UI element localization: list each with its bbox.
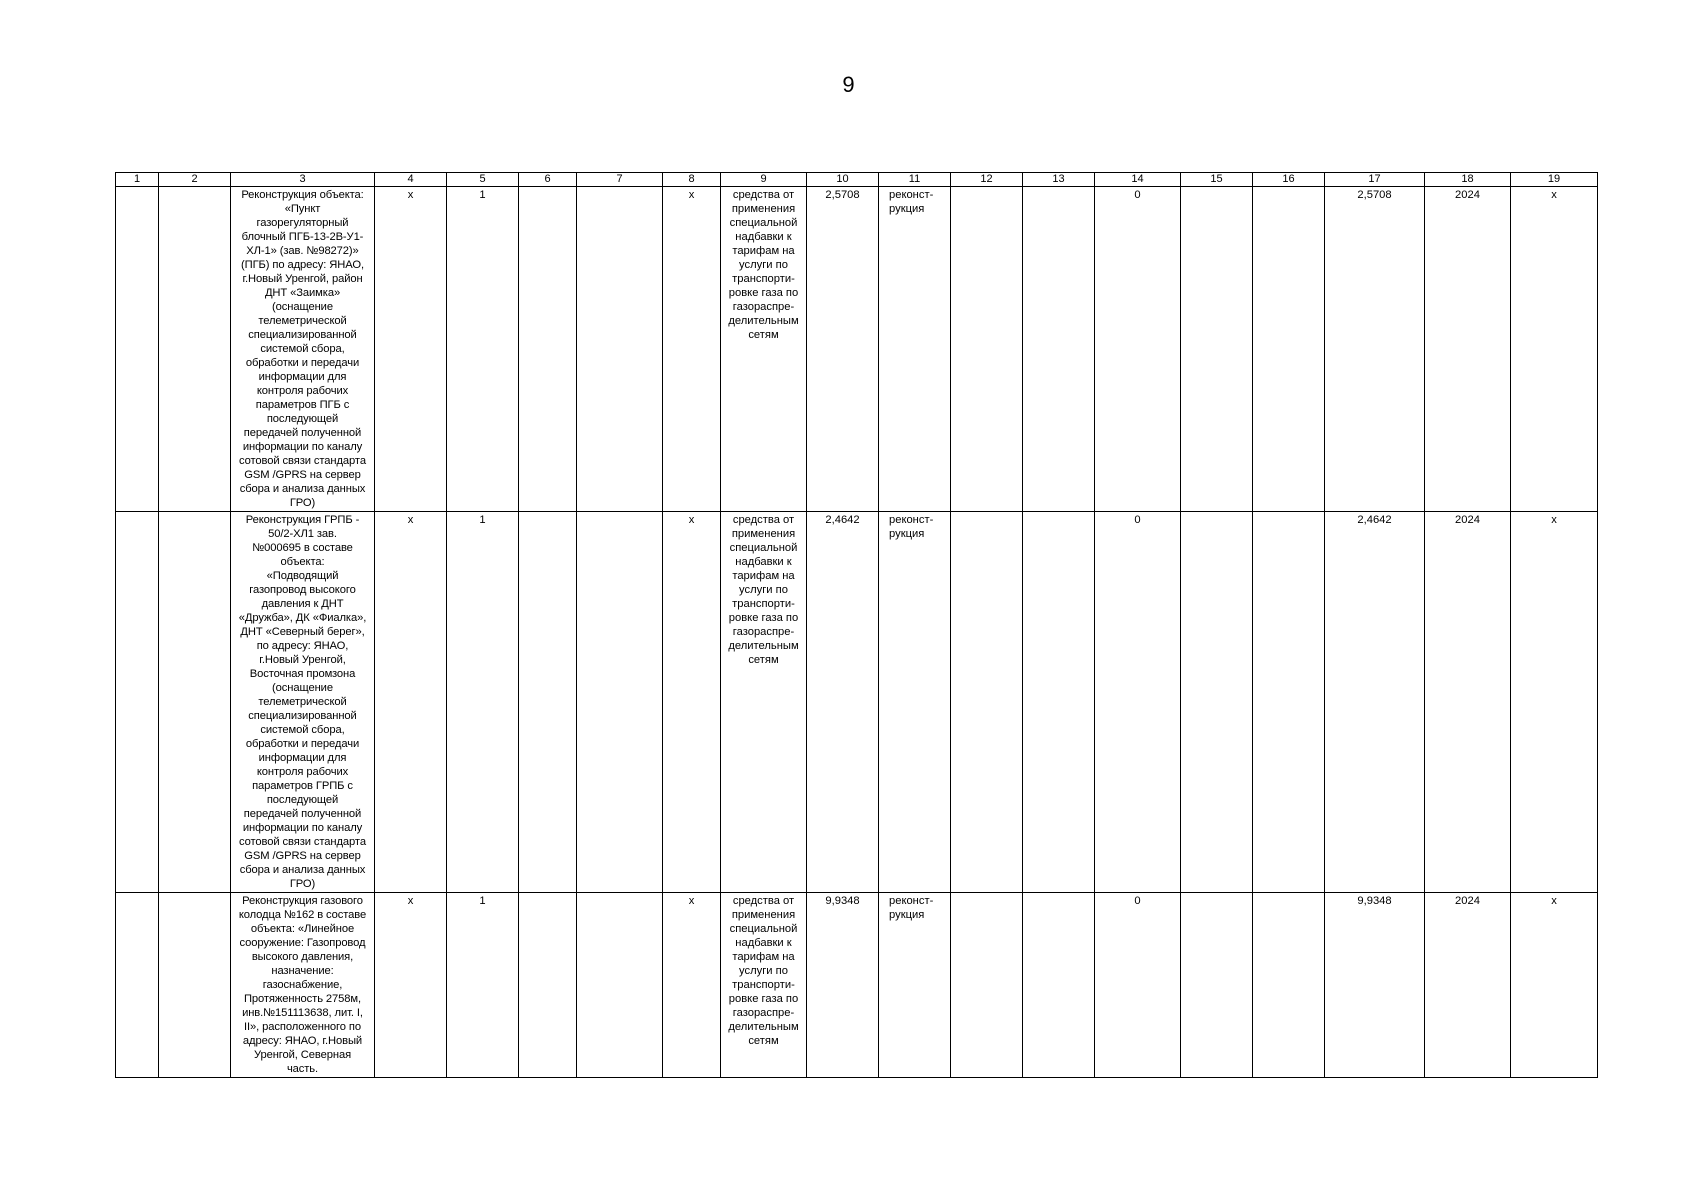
table-cell: x xyxy=(663,893,721,1078)
table-cell xyxy=(1253,893,1325,1078)
table-cell xyxy=(951,187,1023,512)
work-type-cell: реконст- рукция xyxy=(879,187,951,512)
table-cell xyxy=(116,512,159,893)
table-row xyxy=(116,512,1598,893)
table-cell: 2024 xyxy=(1425,512,1511,893)
table-cell xyxy=(519,512,577,893)
table-cell xyxy=(951,893,1023,1078)
column-header: 1 xyxy=(116,173,159,187)
table-cell: 2,5708 xyxy=(807,187,879,512)
funding-source-cell: средства от применения специальной надбавки к тарифам на услуги по транспорти- ровке газа по газораспре- делительным сетям xyxy=(721,187,807,512)
investment-program-table xyxy=(115,172,1598,1078)
column-number-row xyxy=(116,173,1598,187)
table-cell xyxy=(116,187,159,512)
table-cell xyxy=(1181,187,1253,512)
column-header: 4 xyxy=(375,173,447,187)
column-header: 9 xyxy=(721,173,807,187)
table-cell xyxy=(1181,512,1253,893)
table-cell: 9,9348 xyxy=(807,893,879,1078)
column-header: 15 xyxy=(1181,173,1253,187)
table-cell: 2024 xyxy=(1425,893,1511,1078)
table-cell: 1 xyxy=(447,512,519,893)
table-cell xyxy=(1253,512,1325,893)
table-cell: x xyxy=(663,512,721,893)
table-cell: x xyxy=(1511,187,1598,512)
table-cell: 2024 xyxy=(1425,187,1511,512)
table-cell xyxy=(577,512,663,893)
table-cell xyxy=(159,893,231,1078)
object-description-cell: Реконструкция газового колодца №162 в составе объекта: «Линейное сооружение: Газопровод высокого давления, назначение: газоснабжение, Протяженность 2758м, инв.№151113638, лит. I, II», расположенного по адресу: ЯНАО, г.Новый Уренгой, Северная часть. xyxy=(231,893,375,1078)
table-cell: 0 xyxy=(1095,187,1181,512)
funding-source-cell: средства от применения специальной надбавки к тарифам на услуги по транспорти- ровке газа по газораспре- делительным сетям xyxy=(721,512,807,893)
column-header: 14 xyxy=(1095,173,1181,187)
column-header: 6 xyxy=(519,173,577,187)
object-description-cell: Реконструкция объекта: «Пункт газорегуляторный блочный ПГБ-13-2В-У1- ХЛ-1» (зав. №98272)» (ПГБ) по адресу: ЯНАО, г.Новый Уренгой, район ДНТ «Заимка» (оснащение телеметрической специализированной системой сбора, обработки и передачи информации для контроля рабочих параметров ПГБ с последующей передачей полученной информации по каналу сотовой связи стандарта GSM /GPRS на сервер сбора и анализа данных ГРО) xyxy=(231,187,375,512)
column-header: 7 xyxy=(577,173,663,187)
table-cell xyxy=(159,187,231,512)
table-cell: x xyxy=(1511,512,1598,893)
table-cell: x xyxy=(663,187,721,512)
table-cell: 2,4642 xyxy=(807,512,879,893)
table-row xyxy=(116,187,1598,512)
table-cell xyxy=(951,512,1023,893)
column-header: 11 xyxy=(879,173,951,187)
table-cell: x xyxy=(1511,893,1598,1078)
column-header: 3 xyxy=(231,173,375,187)
column-header: 5 xyxy=(447,173,519,187)
table-cell xyxy=(159,512,231,893)
table-cell xyxy=(519,187,577,512)
table-cell: 1 xyxy=(447,893,519,1078)
table-cell xyxy=(116,893,159,1078)
table-cell xyxy=(519,893,577,1078)
object-description-cell: Реконструкция ГРПБ - 50/2-ХЛ1 зав. №000695 в составе объекта: «Подводящий газопровод высокого давления к ДНТ «Дружба», ДК «Фиалка», ДНТ «Северный берег», по адресу: ЯНАО, г.Новый Уренгой, Восточная промзона (оснащение телеметрической специализированной системой сбора, обработки и передачи информации для контроля рабочих параметров ГРПБ с последующей передачей полученной информации по каналу сотовой связи стандарта GSM /GPRS на сервер сбора и анализа данных ГРО) xyxy=(231,512,375,893)
column-header: 8 xyxy=(663,173,721,187)
table-cell xyxy=(1023,187,1095,512)
column-header: 2 xyxy=(159,173,231,187)
table-cell: x xyxy=(375,893,447,1078)
table-cell xyxy=(1023,512,1095,893)
column-header: 19 xyxy=(1511,173,1598,187)
table-cell xyxy=(1023,893,1095,1078)
column-header: 12 xyxy=(951,173,1023,187)
work-type-cell: реконст- рукция xyxy=(879,893,951,1078)
column-header: 13 xyxy=(1023,173,1095,187)
page-number: 9 xyxy=(842,72,855,97)
table-cell: 2,4642 xyxy=(1325,512,1425,893)
table-cell: 2,5708 xyxy=(1325,187,1425,512)
table-cell: 9,9348 xyxy=(1325,893,1425,1078)
table-cell: 1 xyxy=(447,187,519,512)
table-cell: x xyxy=(375,187,447,512)
funding-source-cell: средства от применения специальной надбавки к тарифам на услуги по транспорти- ровке газа по газораспре- делительным сетям xyxy=(721,893,807,1078)
column-header: 16 xyxy=(1253,173,1325,187)
table-cell: 0 xyxy=(1095,512,1181,893)
table-cell xyxy=(577,893,663,1078)
table-cell xyxy=(1253,187,1325,512)
table-cell xyxy=(577,187,663,512)
table-row xyxy=(116,893,1598,1078)
work-type-cell: реконст- рукция xyxy=(879,512,951,893)
table-cell xyxy=(1181,893,1253,1078)
table-cell: 0 xyxy=(1095,893,1181,1078)
column-header: 10 xyxy=(807,173,879,187)
column-header: 17 xyxy=(1325,173,1425,187)
table-cell: x xyxy=(375,512,447,893)
column-header: 18 xyxy=(1425,173,1511,187)
